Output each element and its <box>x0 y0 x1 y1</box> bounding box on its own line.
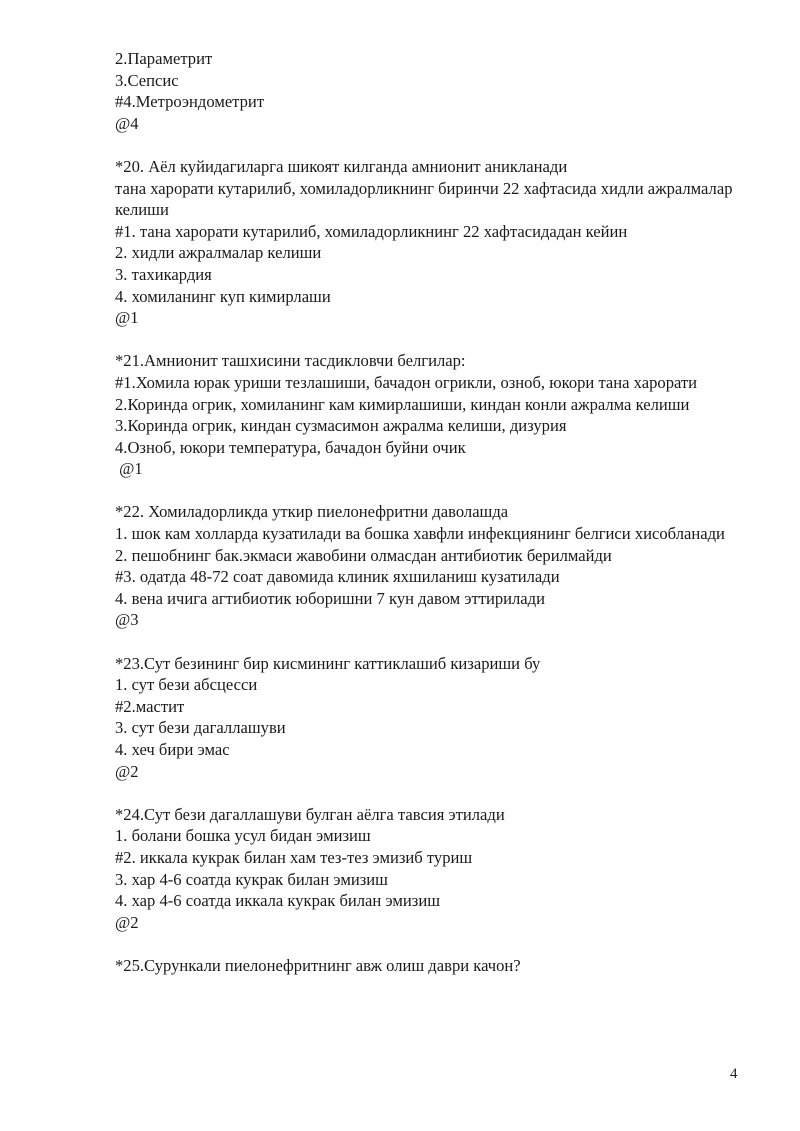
answer-key: @1 <box>115 308 139 328</box>
option-line-correct: #1. тана харорати кутарилиб, хомиладорликнинг 22 хафтасидадан кейин <box>115 221 628 241</box>
option-line: 2. пешобнинг бак.экмаси жавобини олмасдан антибиотик берилмайди <box>115 545 612 565</box>
question-text: *20. Аёл куйидагиларга шикоят килганда амнионит аникланади <box>115 156 568 176</box>
question-text: *21.Амнионит ташхисини тасдикловчи белгилар: <box>115 351 466 371</box>
option-line: 3.Сепсис <box>115 70 179 90</box>
option-line-correct: #3. одатда 48-72 соат давомида клиник яхшиланиш кузатилади <box>115 567 560 587</box>
option-line: 2.Параметрит <box>115 49 213 68</box>
option-line: 4. хеч бири эмас <box>115 740 230 759</box>
block-gap <box>115 134 735 156</box>
option-line-correct: #4.Метроэндометрит <box>115 92 265 112</box>
block-gap <box>115 329 735 351</box>
option-line: 4. хомиланинг куп кимирлаши <box>115 286 331 306</box>
question-text: *24.Сут бези дагаллашуви булган аёлга тавсия этилади <box>115 804 505 824</box>
block-gap <box>115 933 735 955</box>
block-gap <box>115 782 735 804</box>
option-line-correct: #2. иккала кукрак билан хам тез-тез эмизиб туриш <box>115 847 473 867</box>
question-text: *25.Сурункали пиелонефритнинг авж олиш даври качон? <box>115 955 521 975</box>
page-number: 4 <box>730 1066 738 1082</box>
answer-block-19 <box>115 48 735 134</box>
option-line: 2.Коринда огрик, хомиланинг кам кимирлашиши, киндан конли ажралма келиши <box>115 394 690 414</box>
option-line: 4. вена ичига агтибиотик юборишни 7 кун давом эттирилади <box>115 588 545 608</box>
answer-key: @3 <box>115 610 139 630</box>
question-block-24 <box>115 804 735 934</box>
question-text: *22. Хомиладорликда уткир пиелонефритни даволашда <box>115 502 509 522</box>
question-block-22 <box>115 501 735 631</box>
option-line: 3. тахикардия <box>115 264 212 284</box>
option-line: 3. сут бези дагаллашуви <box>115 718 286 738</box>
question-text-continued: тана харорати кутарилиб, хомиладорликнинг биринчи 22 хафтасида хидли ажралмалар келиши <box>115 178 733 220</box>
option-line: 1. шок кам холларда кузатилади ва бошка хавфли инфекциянинг белгиси хисобланади <box>115 524 725 544</box>
option-line: 3. хар 4-6 соатда кукрак билан эмизиш <box>115 869 388 889</box>
option-line: 3.Коринда огрик, киндан сузмасимон ажралма келиши, дизурия <box>115 416 567 436</box>
answer-key: @4 <box>115 113 139 133</box>
question-block-25 <box>115 955 735 977</box>
question-text: *23.Сут безининг бир кисмининг каттиклашиб кизариши бу <box>115 653 541 673</box>
option-line: 2. хидли ажралмалар келиши <box>115 243 322 263</box>
option-line: 1. болани бошка усул бидан эмизиш <box>115 826 371 846</box>
question-block-23 <box>115 653 735 783</box>
option-line-correct: #2.мастит <box>115 696 185 716</box>
block-gap <box>115 631 735 653</box>
option-line-correct: #1.Хомила юрак уриши тезлашиши, бачадон огрикли, озноб, юкори тана харорати <box>115 372 698 392</box>
answer-key: @2 <box>115 912 139 932</box>
option-line: 1. сут бези абсцесси <box>115 675 258 695</box>
question-block-20 <box>115 156 735 329</box>
answer-key: @2 <box>115 761 139 781</box>
answer-key: @1 <box>115 459 143 479</box>
question-block-21 <box>115 350 735 480</box>
option-line: 4. хар 4-6 соатда иккала кукрак билан эмизиш <box>115 891 441 911</box>
document-body <box>115 48 735 977</box>
block-gap <box>115 480 735 502</box>
option-line: 4.Озноб, юкори температура, бачадон буйни очик <box>115 437 466 457</box>
